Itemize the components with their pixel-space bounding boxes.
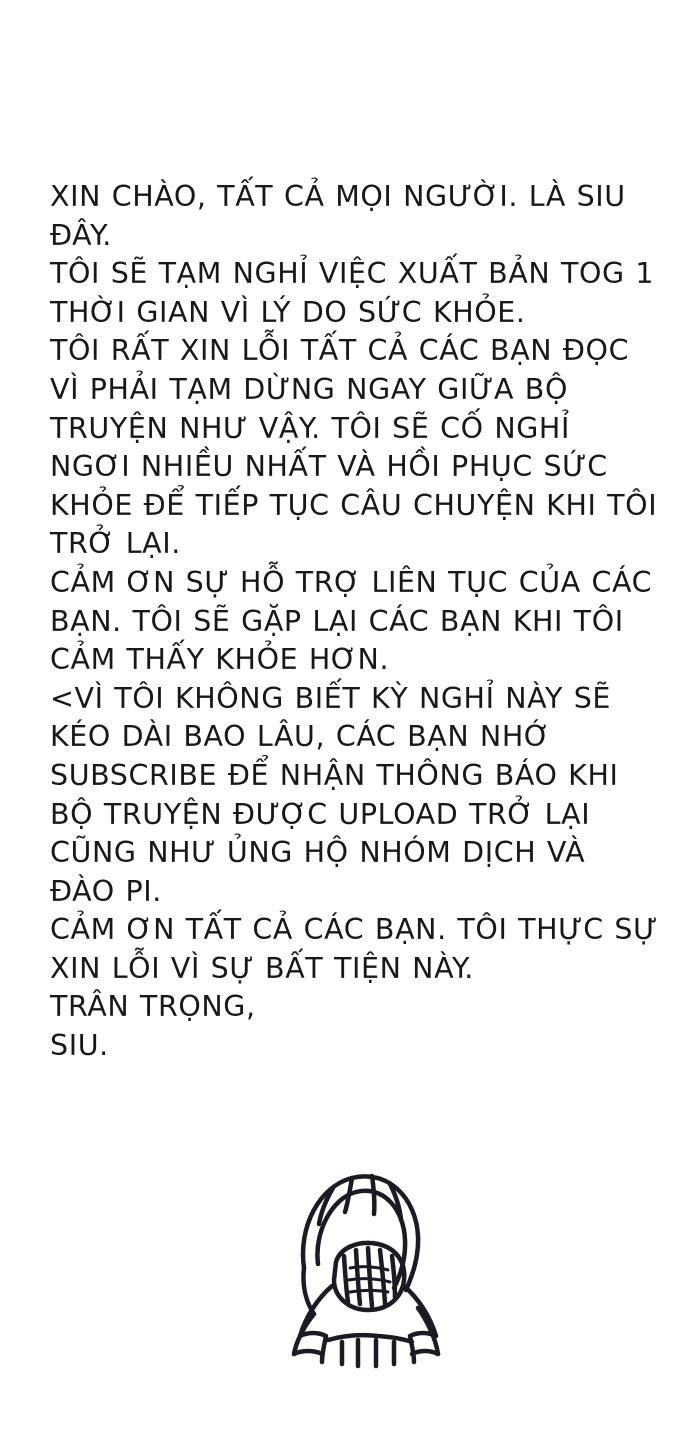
announcement-text-block [50,178,660,1066]
person-head-in-hands-drawing [232,1140,468,1370]
note-paragraph-1: XIN CHÀO, TẤT CẢ MỌI NGƯỜI. LÀ SIU ĐÂY. [50,180,626,252]
note-paragraph-4: CẢM ƠN SỰ HỖ TRỢ LIÊN TỤC CỦA CÁC BẠN. TÔI SẼ GẶP LẠI CÁC BẠN KHI TÔI CẢM THẤY KHỎE HƠN. [50,565,653,677]
note-signature: SIU. [50,1029,109,1063]
note-signoff: TRÂN TRỌNG, [50,990,256,1024]
note-paragraph-3: TÔI RẤT XIN LỖI TẤT CẢ CÁC BẠN ĐỌC VÌ PHẢI TẠM DỪNG NGAY GIỮA BỘ TRUYỆN NHƯ VẬY. TÔI SẼ CỐ NGHỈ NGƠI NHIỀU NHẤT VÀ HỒI PHỤC SỨC KHỎE ĐỂ TIẾP TỤC CÂU CHUYỆN KHI TÔI TRỞ LẠI. [50,334,658,561]
note-paragraph-6: CẢM ƠN TẤT CẢ CÁC BẠN. TÔI THỰC SỰ XIN LỖI VÌ SỰ BẤT TIỆN NÀY. [50,913,659,985]
note-paragraph-5: <VÌ TÔI KHÔNG BIẾT KỲ NGHỈ NÀY SẼ KÉO DÀI BAO LÂU, CÁC BẠN NHỚ SUBSCRIBE ĐỂ NHẬN THÔNG BÁO KHI BỘ TRUYỆN ĐƯỢC UPLOAD TRỞ LẠI CŨNG NHƯ ỦNG HỘ NHÓM DỊCH VÀ ĐÀO PI. [50,681,619,908]
note-paragraph-2: TÔI SẼ TẠM NGHỈ VIỆC XUẤT BẢN TOG 1 THỜI GIAN VÌ LÝ DO SỨC KHỎE. [50,257,655,329]
